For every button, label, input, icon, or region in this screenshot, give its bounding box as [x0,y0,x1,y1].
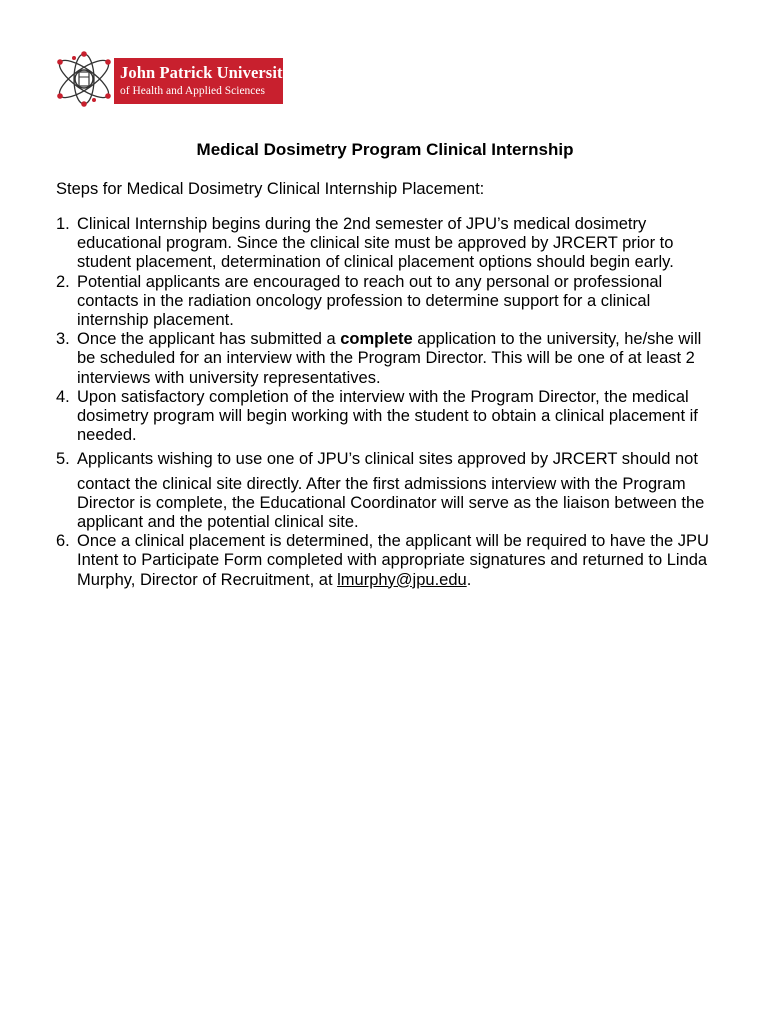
step-item [56,532,716,590]
email-link[interactable]: lmurphy@jpu.edu [337,570,467,589]
step-text-before: Once the applicant has submitted a [77,330,341,349]
university-name: John Patrick University [120,63,291,82]
step-text-before: Once a clinical placement is determined, the applicant will be required to have the JPU Intent to Participate Form completed with appropriate signatures and returned to Linda Murphy, Director of Recruitment, at [77,532,709,589]
step-text: Clinical Internship begins during the 2nd semester of JPU’s medical dosimetry educational program. Since the clinical site must be approved by JRCERT prior to student placement, determination of clinical placement options should begin early. [77,215,674,272]
step-first-line: Applicants wishing to use one of JPU’s clinical sites approved by JRCERT should not [77,450,698,469]
step-number: 6. [56,532,70,551]
steps-list [56,215,716,590]
step-item [56,330,716,388]
step-text: contact the clinical site directly. After the first admissions interview with the Program Director is complete, the Educational Coordinator will serve as the liaison between the applicant and the potential clinical site. [77,474,705,532]
step-item [56,450,716,532]
step-item [56,273,716,331]
steps-intro: Steps for Medical Dosimetry Clinical Internship Placement: [56,180,485,198]
university-logo [52,50,291,108]
logo-wordmark [114,58,291,104]
step-number: 3. [56,330,70,349]
step-number: 4. [56,387,70,406]
step-text: Upon satisfactory completion of the interview with the Program Director, the medical dosimetry program will begin working with the student to obtain a clinical placement if needed. [77,387,698,445]
step-number: 1. [56,215,70,233]
step-emphasis: complete [340,330,413,349]
step-text-after: . [466,570,472,589]
atom-emblem-icon [52,50,116,108]
university-subtitle: of Health and Applied Sciences [120,85,265,97]
step-number: 5. [56,450,70,469]
step-text: Potential applicants are encouraged to reach out to any personal or professional contacts in the radiation oncology profession to determine support for a clinical internship placement. [77,272,663,330]
step-item [56,215,716,273]
step-item [56,388,716,446]
step-text-after: application to the university, he/she will be scheduled for an interview with the Program Director. This will be one of at least 2 interviews with university representatives. [77,330,702,387]
document-title: Medical Dosimetry Program Clinical Internship [196,140,574,159]
step-number: 2. [56,272,70,291]
